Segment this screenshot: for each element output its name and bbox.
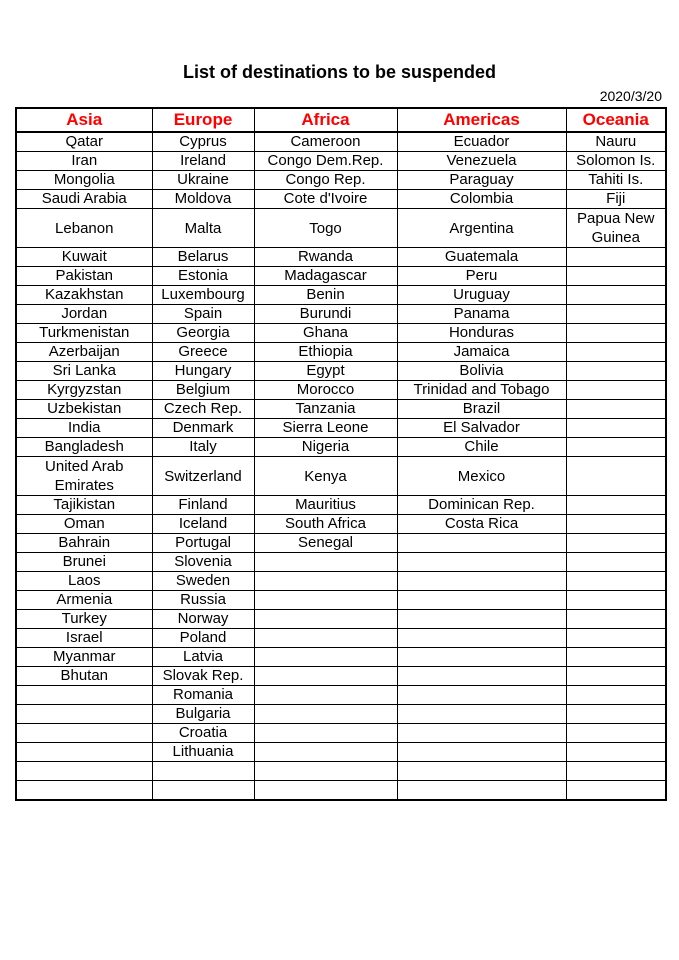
- cell-asia: Kuwait: [16, 248, 152, 267]
- cell-americas: [397, 667, 566, 686]
- cell-africa: Congo Rep.: [254, 171, 397, 190]
- cell-europe: Croatia: [152, 724, 254, 743]
- cell-oceania: [566, 667, 666, 686]
- cell-oceania: [566, 781, 666, 801]
- cell-americas: [397, 553, 566, 572]
- cell-asia: [16, 743, 152, 762]
- cell-americas: Costa Rica: [397, 515, 566, 534]
- page-title: List of destinations to be suspended: [182, 62, 497, 82]
- cell-europe: [152, 762, 254, 781]
- cell-americas: Trinidad and Tobago: [397, 381, 566, 400]
- cell-asia: Kyrgyzstan: [16, 381, 152, 400]
- cell-oceania: Papua New Guinea: [566, 209, 666, 248]
- cell-oceania: [566, 343, 666, 362]
- table-row: [16, 457, 666, 496]
- cell-asia: Iran: [16, 152, 152, 171]
- cell-oceania: [566, 724, 666, 743]
- table-row: [16, 419, 666, 438]
- cell-americas: [397, 743, 566, 762]
- cell-africa: Mauritius: [254, 496, 397, 515]
- cell-asia: [16, 781, 152, 801]
- cell-oceania: [566, 762, 666, 781]
- cell-europe: Finland: [152, 496, 254, 515]
- cell-europe: Estonia: [152, 267, 254, 286]
- table-row: [16, 686, 666, 705]
- cell-africa: Nigeria: [254, 438, 397, 457]
- cell-africa: [254, 781, 397, 801]
- cell-oceania: [566, 324, 666, 343]
- table-header-row: [16, 108, 666, 132]
- cell-americas: Uruguay: [397, 286, 566, 305]
- cell-asia: Israel: [16, 629, 152, 648]
- table-row: [16, 267, 666, 286]
- cell-oceania: [566, 648, 666, 667]
- cell-oceania: [566, 515, 666, 534]
- cell-americas: [397, 629, 566, 648]
- table-row: [16, 515, 666, 534]
- cell-americas: Honduras: [397, 324, 566, 343]
- cell-americas: [397, 610, 566, 629]
- table-body: [16, 132, 666, 800]
- cell-americas: [397, 762, 566, 781]
- cell-asia: United Arab Emirates: [16, 457, 152, 496]
- cell-africa: [254, 724, 397, 743]
- table-row: [16, 781, 666, 801]
- table-row: [16, 496, 666, 515]
- cell-africa: Tanzania: [254, 400, 397, 419]
- cell-asia: [16, 705, 152, 724]
- cell-africa: Sierra Leone: [254, 419, 397, 438]
- cell-europe: Poland: [152, 629, 254, 648]
- cell-africa: Senegal: [254, 534, 397, 553]
- cell-oceania: [566, 591, 666, 610]
- cell-europe: Latvia: [152, 648, 254, 667]
- table-row: [16, 190, 666, 209]
- cell-africa: [254, 686, 397, 705]
- header-oceania: Oceania: [566, 108, 666, 132]
- cell-americas: Jamaica: [397, 343, 566, 362]
- cell-europe: Moldova: [152, 190, 254, 209]
- cell-europe: Luxembourg: [152, 286, 254, 305]
- cell-africa: [254, 743, 397, 762]
- cell-asia: Turkmenistan: [16, 324, 152, 343]
- cell-asia: Oman: [16, 515, 152, 534]
- cell-oceania: [566, 610, 666, 629]
- cell-americas: [397, 648, 566, 667]
- table-row: [16, 171, 666, 190]
- cell-oceania: [566, 686, 666, 705]
- cell-oceania: [566, 381, 666, 400]
- cell-europe: Slovenia: [152, 553, 254, 572]
- cell-americas: [397, 724, 566, 743]
- cell-europe: Cyprus: [152, 132, 254, 152]
- cell-africa: [254, 629, 397, 648]
- table-row: [16, 553, 666, 572]
- cell-asia: Turkey: [16, 610, 152, 629]
- cell-africa: Cameroon: [254, 132, 397, 152]
- cell-africa: [254, 667, 397, 686]
- cell-asia: India: [16, 419, 152, 438]
- cell-oceania: [566, 553, 666, 572]
- cell-oceania: [566, 438, 666, 457]
- cell-americas: Dominican Rep.: [397, 496, 566, 515]
- cell-americas: Argentina: [397, 209, 566, 248]
- header-americas: Americas: [397, 108, 566, 132]
- cell-asia: Armenia: [16, 591, 152, 610]
- table-row: [16, 248, 666, 267]
- cell-asia: Saudi Arabia: [16, 190, 152, 209]
- cell-asia: Jordan: [16, 305, 152, 324]
- cell-americas: [397, 705, 566, 724]
- table-row: [16, 381, 666, 400]
- cell-europe: Spain: [152, 305, 254, 324]
- table-row: [16, 724, 666, 743]
- table-row: [16, 132, 666, 152]
- cell-africa: Morocco: [254, 381, 397, 400]
- cell-americas: [397, 591, 566, 610]
- table-row: [16, 324, 666, 343]
- cell-oceania: [566, 267, 666, 286]
- cell-europe: Italy: [152, 438, 254, 457]
- header-europe: Europe: [152, 108, 254, 132]
- table-row: [16, 667, 666, 686]
- cell-oceania: [566, 248, 666, 267]
- cell-africa: Togo: [254, 209, 397, 248]
- cell-africa: Egypt: [254, 362, 397, 381]
- cell-asia: Brunei: [16, 553, 152, 572]
- table-row: [16, 705, 666, 724]
- cell-europe: Bulgaria: [152, 705, 254, 724]
- cell-americas: Venezuela: [397, 152, 566, 171]
- cell-europe: Malta: [152, 209, 254, 248]
- cell-asia: Sri Lanka: [16, 362, 152, 381]
- cell-europe: Russia: [152, 591, 254, 610]
- cell-europe: Switzerland: [152, 457, 254, 496]
- cell-americas: Mexico: [397, 457, 566, 496]
- header-asia: Asia: [16, 108, 152, 132]
- cell-americas: Paraguay: [397, 171, 566, 190]
- cell-oceania: [566, 400, 666, 419]
- cell-africa: [254, 553, 397, 572]
- cell-europe: Greece: [152, 343, 254, 362]
- cell-oceania: [566, 705, 666, 724]
- cell-asia: Bahrain: [16, 534, 152, 553]
- cell-europe: Sweden: [152, 572, 254, 591]
- cell-asia: Bangladesh: [16, 438, 152, 457]
- table-row: [16, 305, 666, 324]
- cell-asia: [16, 724, 152, 743]
- table-row: [16, 400, 666, 419]
- cell-asia: Laos: [16, 572, 152, 591]
- table-row: [16, 610, 666, 629]
- cell-oceania: Tahiti Is.: [566, 171, 666, 190]
- cell-oceania: [566, 286, 666, 305]
- cell-europe: [152, 781, 254, 801]
- cell-europe: Romania: [152, 686, 254, 705]
- table-row: [16, 762, 666, 781]
- table-row: [16, 591, 666, 610]
- cell-americas: Peru: [397, 267, 566, 286]
- cell-africa: [254, 705, 397, 724]
- cell-europe: Slovak Rep.: [152, 667, 254, 686]
- cell-africa: Burundi: [254, 305, 397, 324]
- table-row: [16, 572, 666, 591]
- cell-africa: [254, 762, 397, 781]
- cell-asia: Myanmar: [16, 648, 152, 667]
- cell-asia: Bhutan: [16, 667, 152, 686]
- cell-oceania: [566, 496, 666, 515]
- cell-americas: Colombia: [397, 190, 566, 209]
- header-africa: Africa: [254, 108, 397, 132]
- cell-europe: Czech Rep.: [152, 400, 254, 419]
- cell-africa: Ethiopia: [254, 343, 397, 362]
- cell-americas: [397, 572, 566, 591]
- cell-americas: Panama: [397, 305, 566, 324]
- table-row: [16, 209, 666, 248]
- cell-oceania: [566, 457, 666, 496]
- cell-africa: Rwanda: [254, 248, 397, 267]
- cell-asia: Kazakhstan: [16, 286, 152, 305]
- cell-europe: Denmark: [152, 419, 254, 438]
- cell-americas: [397, 781, 566, 801]
- cell-asia: Pakistan: [16, 267, 152, 286]
- cell-americas: Ecuador: [397, 132, 566, 152]
- cell-americas: [397, 686, 566, 705]
- cell-asia: Uzbekistan: [16, 400, 152, 419]
- cell-americas: Bolivia: [397, 362, 566, 381]
- cell-africa: Cote d'Ivoire: [254, 190, 397, 209]
- table-row: [16, 343, 666, 362]
- cell-europe: Ireland: [152, 152, 254, 171]
- cell-africa: Congo Dem.Rep.: [254, 152, 397, 171]
- cell-africa: Madagascar: [254, 267, 397, 286]
- cell-africa: Ghana: [254, 324, 397, 343]
- cell-africa: [254, 572, 397, 591]
- table-row: [16, 286, 666, 305]
- cell-oceania: Solomon Is.: [566, 152, 666, 171]
- cell-americas: Chile: [397, 438, 566, 457]
- cell-americas: Brazil: [397, 400, 566, 419]
- cell-asia: Qatar: [16, 132, 152, 152]
- cell-europe: Norway: [152, 610, 254, 629]
- cell-oceania: Fiji: [566, 190, 666, 209]
- cell-oceania: [566, 305, 666, 324]
- cell-africa: Benin: [254, 286, 397, 305]
- cell-europe: Georgia: [152, 324, 254, 343]
- cell-europe: Iceland: [152, 515, 254, 534]
- cell-europe: Lithuania: [152, 743, 254, 762]
- cell-africa: [254, 648, 397, 667]
- cell-oceania: [566, 743, 666, 762]
- cell-africa: [254, 591, 397, 610]
- table-row: [16, 438, 666, 457]
- cell-oceania: Nauru: [566, 132, 666, 152]
- cell-oceania: [566, 419, 666, 438]
- cell-oceania: [566, 629, 666, 648]
- cell-europe: Belgium: [152, 381, 254, 400]
- cell-europe: Hungary: [152, 362, 254, 381]
- table-row: [16, 362, 666, 381]
- cell-oceania: [566, 572, 666, 591]
- cell-asia: Tajikistan: [16, 496, 152, 515]
- cell-americas: Guatemala: [397, 248, 566, 267]
- cell-asia: Azerbaijan: [16, 343, 152, 362]
- cell-africa: [254, 610, 397, 629]
- cell-americas: [397, 534, 566, 553]
- cell-asia: Mongolia: [16, 171, 152, 190]
- cell-asia: [16, 686, 152, 705]
- cell-asia: Lebanon: [16, 209, 152, 248]
- table-row: [16, 534, 666, 553]
- cell-europe: Portugal: [152, 534, 254, 553]
- cell-americas: El Salvador: [397, 419, 566, 438]
- cell-africa: Kenya: [254, 457, 397, 496]
- table-row: [16, 743, 666, 762]
- table-row: [16, 648, 666, 667]
- cell-europe: Ukraine: [152, 171, 254, 190]
- document-date: 2020/3/20: [599, 88, 662, 104]
- cell-oceania: [566, 362, 666, 381]
- cell-africa: South Africa: [254, 515, 397, 534]
- cell-asia: [16, 762, 152, 781]
- cell-oceania: [566, 534, 666, 553]
- table-row: [16, 152, 666, 171]
- destinations-table: [15, 107, 667, 801]
- table-row: [16, 629, 666, 648]
- cell-europe: Belarus: [152, 248, 254, 267]
